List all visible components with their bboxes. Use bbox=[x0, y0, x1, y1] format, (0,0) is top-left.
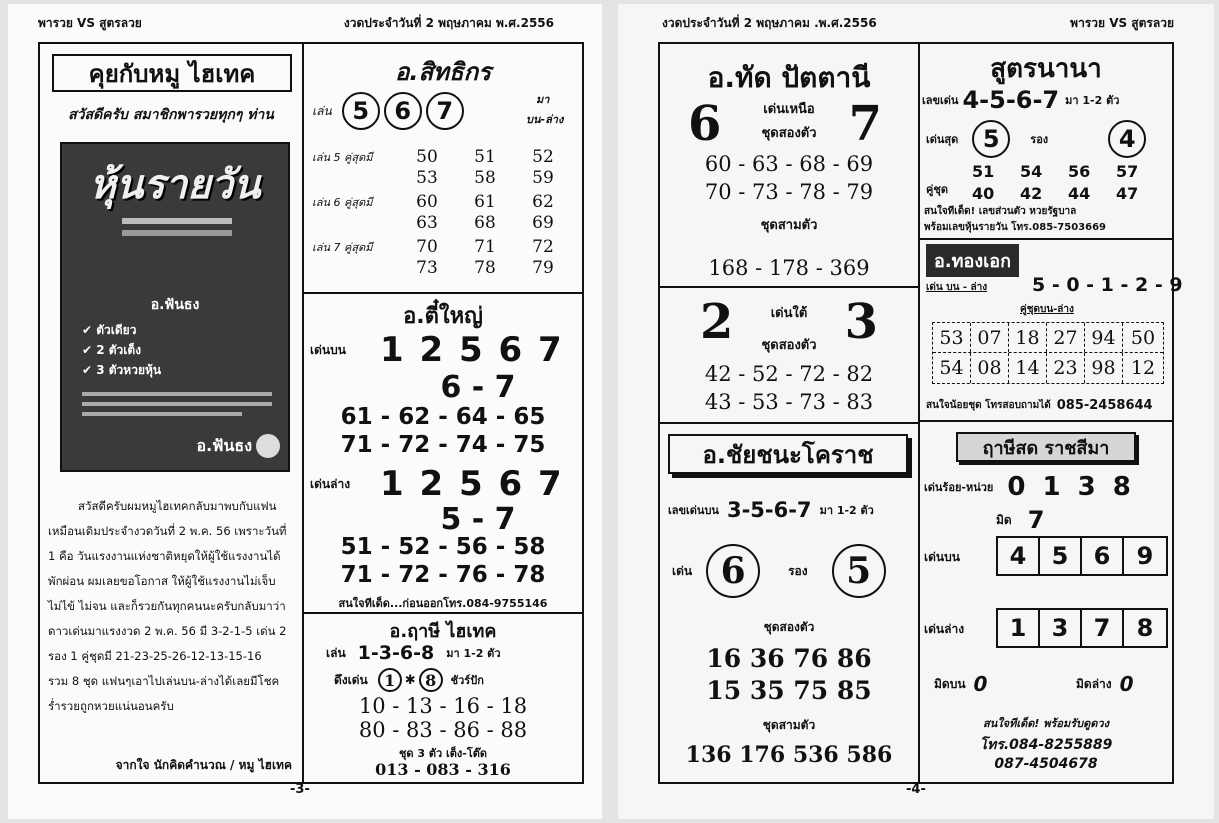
talk-line: ดาวเด่นมาแรงงวด 2 พ.ค. 56 มี 3-2-1-5 เด่น 2 bbox=[48, 624, 287, 638]
reusisot-section bbox=[920, 422, 1172, 782]
reusisot-top-cell: 6 bbox=[1082, 538, 1124, 574]
nana-best-circle: 5 bbox=[972, 120, 1010, 158]
nana-num: 51 bbox=[972, 162, 995, 181]
nana-play-nums: 4-5-6-7 bbox=[962, 86, 1060, 114]
reusisot-bottom-cell: 8 bbox=[1136, 614, 1154, 642]
stock-ad-person: อ.ฟันธง bbox=[150, 297, 200, 313]
tiyai-top-row1: 61 - 62 - 64 - 65 bbox=[340, 404, 546, 430]
chaichana-section bbox=[660, 424, 918, 782]
nana-num: 40 bbox=[972, 184, 995, 203]
thongek-cell: 53 bbox=[933, 323, 971, 352]
talk-column bbox=[40, 44, 302, 782]
reusisot-bottom-cell: 3 bbox=[1040, 610, 1082, 646]
stock-ad-title: หุ้นรายวัน bbox=[89, 162, 261, 208]
sithikorn-num: 58 bbox=[474, 167, 496, 188]
tad-divider bbox=[660, 286, 918, 288]
reusisot-top-cell: 4 bbox=[998, 538, 1040, 574]
nana-play-label: เลขเด่น bbox=[922, 94, 959, 107]
stock-ad-footer: อ.ฟันธง bbox=[196, 436, 252, 455]
tiyai-top-label: เด่นบน bbox=[310, 342, 346, 357]
nana-pair-label: คู่ชุด bbox=[926, 183, 948, 196]
sithikorn-num: 73 bbox=[416, 257, 438, 278]
reusisot-top-label: เด่นบน bbox=[924, 550, 960, 564]
reusi-three: 013 - 083 - 316 bbox=[375, 760, 511, 779]
thongek-grid-row bbox=[933, 323, 1163, 353]
nana-section bbox=[920, 44, 1172, 238]
sithikorn-num: 70 bbox=[416, 236, 438, 257]
tad-title: อ.ทัด ปัตตานี bbox=[707, 61, 871, 94]
sithikorn-group-row bbox=[312, 167, 574, 188]
sithikorn-group-row bbox=[312, 236, 574, 257]
talk-line: พักผ่อน ผมเลยขอโอกาส ให้ผู้ใช้แรงงานไม่เจ็บ bbox=[48, 574, 276, 588]
tad-upper-a: 6 bbox=[688, 96, 722, 152]
reusisot-bottom-label: เด่นล่าง bbox=[924, 622, 965, 636]
reusisot-tens-label: เด่นร้อย-หน่วย bbox=[924, 481, 994, 494]
sithikorn-title: อ.สิทธิกร bbox=[394, 58, 492, 86]
tiyai-top-row2: 71 - 72 - 74 - 75 bbox=[340, 432, 546, 458]
reusisot-contact: สนใจทีเด็ด! พร้อมรับดูดวง bbox=[983, 717, 1109, 730]
left-frame bbox=[38, 42, 584, 784]
tad-upper-row2: 70 - 73 - 78 - 79 bbox=[704, 180, 874, 204]
tiyai-bottom-row1: 51 - 52 - 56 - 58 bbox=[340, 534, 546, 560]
chaichana-best-label: เด่น bbox=[672, 563, 693, 578]
nana-num: 57 bbox=[1116, 162, 1139, 181]
nana-best-row bbox=[926, 120, 1146, 158]
talk-line: ไม่ไข้ ไม่จน และก็รวยกันทุกคนนะครับกลับมาว่า bbox=[48, 599, 286, 613]
reusisot-bottom-cell: 1 bbox=[998, 610, 1040, 646]
stock-ad-item: ✔ 2 ตัวเต็ง bbox=[82, 343, 142, 357]
tiyai-bottom-label: เด่นล่าง bbox=[310, 476, 351, 491]
reusisot-tens-nums: 0 1 3 8 bbox=[1007, 472, 1135, 502]
sithikorn-num: 50 bbox=[416, 146, 438, 167]
chaichana-second-label: รอง bbox=[788, 563, 808, 578]
nana-line1: สนใจทีเด็ด! เลขส่วนตัว หวยรัฐบาล bbox=[924, 206, 1077, 217]
nana-line2: พร้อมเลขหุ้นรายวัน โทร.085-7503669 bbox=[924, 222, 1107, 233]
thongek-cell: 94 bbox=[1085, 323, 1123, 352]
thongek-cell: 18 bbox=[1009, 323, 1047, 352]
thongek-contact-phone: 085-2458644 bbox=[1056, 398, 1153, 413]
sithikorn-note: มา bbox=[536, 93, 550, 106]
right-page-number: -4- bbox=[906, 782, 926, 797]
tad-section bbox=[660, 44, 918, 422]
reusi-star-label: ดึงเด่น bbox=[334, 672, 368, 687]
reusi-row2: 80 - 83 - 86 - 88 bbox=[358, 718, 528, 742]
reusi-play-note: มา 1-2 ตัว bbox=[446, 647, 501, 660]
reusisot-mit-bottom-value: 0 bbox=[1119, 672, 1134, 696]
talk-greeting: สวัสดีครับ สมาชิกพารวยทุกๆ ท่าน bbox=[68, 107, 274, 123]
reusisot-top-cells bbox=[996, 536, 1168, 576]
right-page bbox=[618, 4, 1214, 819]
left-header-date: งวดประจำวันที่ 2 พฤษภาคม พ.ศ.2556 bbox=[343, 16, 554, 30]
sithikorn-num: 63 bbox=[416, 212, 438, 233]
reusi-star-circle: 8 bbox=[419, 668, 443, 692]
stock-ad-item: ✔ 3 ตัวหวยหุ้น bbox=[82, 363, 162, 377]
tad-lower-label: เด่นใต้ bbox=[770, 306, 808, 321]
talk-body bbox=[48, 494, 298, 719]
chaichana-best-row bbox=[672, 544, 886, 598]
thongek-contact-label: สนใจน้อยชุด โทรสอบถามได้ bbox=[926, 400, 1051, 411]
reusi-play-label: เล่น bbox=[326, 645, 346, 660]
chaichana-second-circle: 5 bbox=[832, 544, 886, 598]
nana-second-label: รอง bbox=[1030, 133, 1049, 146]
thongek-pair-label: คู่ชุดบน-ล่าง bbox=[1020, 304, 1074, 315]
sithikorn-num: 61 bbox=[474, 191, 496, 212]
thongek-cell: 54 bbox=[933, 353, 971, 383]
sithikorn-num: 78 bbox=[474, 257, 496, 278]
reusisot-mit: 7 bbox=[1027, 506, 1045, 534]
reusi-play-nums: 1-3-6-8 bbox=[357, 642, 435, 664]
chaichana-two-label: ชุดสองตัว bbox=[763, 620, 815, 634]
reusisot-mit-row bbox=[996, 506, 1044, 534]
reusi-star-row bbox=[334, 668, 484, 692]
nana-second-circle: 4 bbox=[1108, 120, 1146, 158]
thongek-cell: 98 bbox=[1085, 353, 1123, 383]
chaichana-three-label: ชุดสามตัว bbox=[762, 718, 816, 732]
sithikorn-num: 52 bbox=[532, 146, 554, 167]
tad-upper-label: เด่นเหนือ bbox=[763, 102, 815, 117]
reusisot-phone1: โทร.084-8255889 bbox=[979, 737, 1113, 753]
thongek-cell: 23 bbox=[1047, 353, 1085, 383]
thongek-contact bbox=[926, 398, 1153, 413]
talk-line: เหมือนเดิมประจำงวดวันที่ 2 พ.ค. 56 เพราะวันที่ bbox=[48, 524, 287, 538]
talk-line: ร่ำรวยถูกหวยแน่นอนครับ bbox=[48, 699, 174, 713]
ad-date-line bbox=[122, 230, 232, 236]
sithikorn-num: 51 bbox=[474, 146, 496, 167]
sithikorn-group-label: เล่น 6 คู่สุดมี bbox=[312, 195, 373, 209]
reusi-title: อ.ฤาษี ไฮเทค bbox=[389, 621, 497, 642]
right-header-brand: พารวย VS สูตรลวย bbox=[1070, 16, 1174, 30]
reusisot-title: ฤาษีสด ราชสีมา bbox=[956, 432, 1136, 462]
ad-date-line bbox=[122, 218, 232, 224]
ad-text-line bbox=[82, 402, 272, 406]
thongek-cell: 14 bbox=[1009, 353, 1047, 383]
left-page bbox=[8, 4, 602, 819]
talk-line: สวัสดีครับผมหมูไฮเทคกลับมาพบกับแฟน bbox=[78, 499, 277, 513]
reusisot-phone2: 087-4504678 bbox=[994, 756, 1098, 772]
reusisot-bottom-cell: 7 bbox=[1082, 610, 1124, 646]
tiyai-bottom-row2: 71 - 72 - 76 - 78 bbox=[340, 562, 546, 588]
thongek-grid-row bbox=[933, 353, 1163, 383]
chaichana-three: 136 176 536 586 bbox=[685, 742, 893, 768]
sithikorn-pick-circle: 7 bbox=[426, 92, 464, 130]
ad-logo-icon bbox=[256, 434, 280, 458]
thongek-cell: 50 bbox=[1130, 326, 1156, 349]
reusisot-mit-bottom-label: มิดล่าง bbox=[1076, 676, 1112, 691]
tad-lower-two-label: ชุดสองตัว bbox=[761, 338, 817, 353]
nana-num: 42 bbox=[1020, 184, 1043, 203]
reusi-star-circle: 1 bbox=[378, 668, 402, 692]
nana-title: สูตรนานา bbox=[990, 54, 1102, 84]
stock-ad-list bbox=[82, 320, 161, 380]
sithikorn-play-label: เล่น bbox=[312, 103, 332, 118]
ad-text-line bbox=[82, 392, 272, 396]
reusi-row1: 10 - 13 - 16 - 18 bbox=[358, 694, 528, 718]
thongek-cell: 08 bbox=[971, 353, 1009, 383]
thongek-play-label: เด่น บน - ล่าง bbox=[926, 282, 988, 293]
talk-signature: จากใจ นักคิดคำนวณ / หมู ไฮเทค bbox=[115, 758, 292, 772]
tad-upper-row1: 60 - 63 - 68 - 69 bbox=[704, 152, 874, 176]
sithikorn-pick-circle: 6 bbox=[384, 92, 422, 130]
sithikorn-num: 79 bbox=[532, 257, 554, 278]
nana-row2 bbox=[972, 184, 1156, 203]
nana-num: 54 bbox=[1020, 162, 1043, 181]
nana-num: 44 bbox=[1068, 184, 1091, 203]
sithikorn-group-row bbox=[312, 257, 574, 278]
sithikorn-pick-circle: 5 bbox=[342, 92, 380, 130]
tad-three: 168 - 178 - 369 bbox=[708, 256, 870, 280]
sithikorn-num: 72 bbox=[532, 236, 554, 257]
sithikorn-picks bbox=[312, 92, 468, 130]
reusisot-mit-top bbox=[934, 672, 987, 696]
predictions-column bbox=[304, 44, 582, 782]
reusi-set-label: ชุด 3 ตัว เต็ง-โต๊ด bbox=[398, 747, 488, 760]
thongek-grid bbox=[932, 322, 1164, 384]
tiyai-bottom-pair: 5 - 7 bbox=[440, 502, 516, 537]
tad-three-label: ชุดสามตัว bbox=[760, 218, 818, 233]
sithikorn-group-label: เล่น 5 คู่สุดมี bbox=[312, 150, 373, 164]
reusisot-top-cell: 9 bbox=[1136, 542, 1154, 570]
right-header-date: งวดประจำวันที่ 2 พฤษภาคม .พ.ศ.2556 bbox=[662, 16, 877, 30]
chaichana-row2: 15 35 75 85 bbox=[706, 676, 872, 705]
sithikorn-note: บน-ล่าง bbox=[526, 113, 564, 126]
sithikorn-num: 68 bbox=[474, 212, 496, 233]
reusi-play-row bbox=[326, 642, 501, 664]
reusisot-mit-label: มิด bbox=[996, 512, 1012, 527]
tad-lower-row2: 43 - 53 - 73 - 83 bbox=[704, 390, 874, 414]
reusi-star-separator: ✱ bbox=[404, 672, 416, 688]
sithikorn-groups bbox=[312, 146, 574, 278]
tad-upper-b: 7 bbox=[848, 96, 882, 152]
reusi-section bbox=[304, 614, 582, 782]
thongek-cell: 27 bbox=[1047, 323, 1085, 352]
sithikorn-num: 62 bbox=[532, 191, 554, 212]
thongek-cell: 12 bbox=[1130, 357, 1156, 379]
sithikorn-group-row bbox=[312, 146, 574, 167]
talk-line: รวม 8 ชุด แฟนๆเอาไปเล่นบน-ล่างได้เลยมีโชค bbox=[48, 674, 280, 688]
sithikorn-section bbox=[304, 44, 582, 292]
sithikorn-num: 53 bbox=[416, 167, 438, 188]
reusisot-tens-row bbox=[924, 472, 1135, 502]
reusisot-mit-bottom bbox=[1076, 672, 1134, 696]
nana-best-label: เด่นสุด bbox=[926, 133, 959, 146]
reusisot-mit-top-label: มิดบน bbox=[934, 676, 966, 691]
chaichana-play-label: เลขเด่นบน bbox=[668, 504, 719, 517]
nana-num: 47 bbox=[1116, 184, 1139, 203]
chaichana-row1: 16 36 76 86 bbox=[706, 644, 872, 673]
left-page-number: -3- bbox=[290, 782, 310, 797]
tad-lower-row1: 42 - 52 - 72 - 82 bbox=[704, 362, 874, 386]
tiyai-top-row bbox=[310, 330, 564, 370]
tiyai-top-nums: 1 2 5 6 7 bbox=[380, 330, 564, 370]
sithikorn-num: 60 bbox=[416, 191, 438, 212]
nana-play-note: มา 1-2 ตัว bbox=[1065, 94, 1120, 107]
tiyai-contact: สนใจทีเด็ด...ก่อนออกโทร.084-9755146 bbox=[338, 597, 548, 610]
stock-ad-image bbox=[60, 142, 290, 472]
chaichana-play-nums: 3-5-6-7 bbox=[726, 498, 812, 522]
sithikorn-num: 59 bbox=[532, 167, 554, 188]
tad-two-label: ชุดสองตัว bbox=[761, 126, 817, 141]
talk-title: คุยกับหมู ไฮเทค bbox=[52, 54, 292, 92]
tiyai-bottom-row bbox=[310, 464, 564, 504]
thongek-title: อ.ทองเอก bbox=[926, 244, 1019, 277]
sithikorn-group-label: เล่น 7 คู่สุดมี bbox=[312, 240, 373, 254]
sithikorn-num: 69 bbox=[532, 212, 554, 233]
talk-line: 1 คือ วันแรงงานแห่งชาติหยุดให้ผู้ใช้แรงงานได้ bbox=[48, 549, 281, 563]
stock-ad-item: ✔ ตัวเดียว bbox=[82, 323, 137, 337]
sithikorn-group-row bbox=[312, 191, 574, 212]
reusi-star-note: ชัวร์ปัก bbox=[450, 674, 484, 687]
chaichana-best-circle: 6 bbox=[706, 544, 760, 598]
right-frame bbox=[658, 42, 1183, 784]
nana-play-row bbox=[922, 86, 1119, 114]
thongek-play-nums: 5 - 0 - 1 - 2 - 9 bbox=[1032, 274, 1183, 296]
sithikorn-group-row bbox=[312, 212, 574, 233]
reusisot-mit-top-value: 0 bbox=[973, 672, 988, 696]
chaichana-title: อ.ชัยชนะโคราช bbox=[668, 434, 908, 474]
left-header-brand: พารวย VS สูตรลวย bbox=[38, 16, 142, 30]
tiyai-title: อ.ตี๋ใหญ่ bbox=[403, 304, 483, 329]
chaichana-play-row bbox=[668, 498, 874, 522]
nana-row1 bbox=[972, 162, 1156, 181]
ad-text-line bbox=[82, 412, 242, 416]
tiyai-bottom-nums: 1 2 5 6 7 bbox=[380, 464, 564, 504]
tiyai-section bbox=[304, 294, 582, 612]
tiyai-top-pair: 6 - 7 bbox=[440, 370, 516, 405]
chaichana-play-note: มา 1-2 ตัว bbox=[819, 504, 874, 517]
nana-num: 56 bbox=[1068, 162, 1091, 181]
tad-lower-a: 2 bbox=[700, 294, 734, 350]
sithikorn-num: 71 bbox=[474, 236, 496, 257]
reusisot-bottom-cells bbox=[996, 608, 1168, 648]
thongek-cell: 07 bbox=[971, 323, 1009, 352]
talk-line: รอง 1 คู่ชุดมี 21-23-25-26-12-13-15-16 bbox=[48, 649, 262, 663]
reusisot-top-cell: 5 bbox=[1040, 538, 1082, 574]
tad-lower-b: 3 bbox=[844, 294, 878, 350]
thongek-section bbox=[920, 240, 1183, 420]
